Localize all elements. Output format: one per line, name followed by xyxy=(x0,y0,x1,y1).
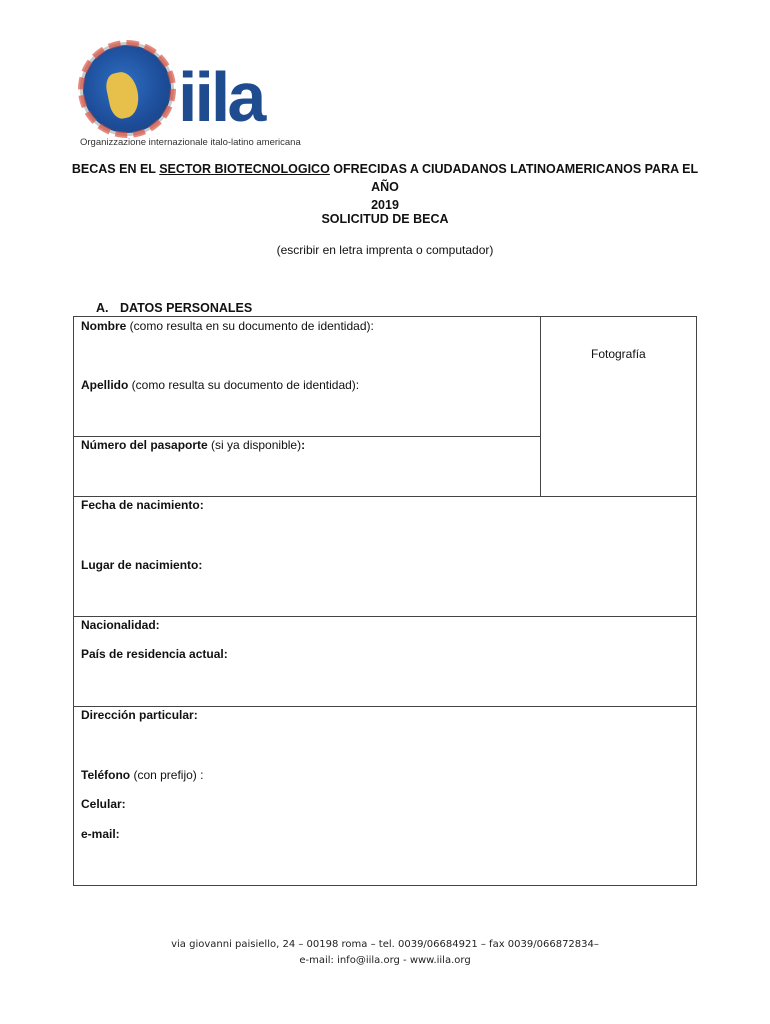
direccion-label: Dirección particular: xyxy=(81,708,198,722)
nombre-field[interactable] xyxy=(81,319,374,333)
telefono-note: (con prefijo) : xyxy=(130,768,204,782)
instructions: (escribir en letra imprenta o computador) xyxy=(276,243,494,257)
divider xyxy=(73,706,697,707)
direccion-field[interactable] xyxy=(81,708,198,722)
telefono-label: Teléfono xyxy=(81,768,131,782)
document-title xyxy=(70,160,700,214)
celular-label: Celular: xyxy=(81,797,126,811)
divider xyxy=(73,496,697,497)
apellido-note: (como resulta su documento de identidad): xyxy=(128,378,360,392)
brand-tagline: Organizzazione internazionale italo-latino americana xyxy=(80,137,301,148)
footer-contact: e-mail: info@iila.org - www.iila.org xyxy=(299,955,471,966)
fecha-nacimiento-field[interactable] xyxy=(81,498,204,512)
title-year: 2019 xyxy=(371,198,399,212)
footer xyxy=(0,937,770,969)
apellido-label: Apellido xyxy=(81,378,129,392)
section-number: A. xyxy=(96,301,109,315)
telefono-field[interactable] xyxy=(81,768,203,782)
document-subtitle: SOLICITUD DE BECA xyxy=(321,212,449,226)
divider xyxy=(73,616,697,617)
fecha-nacimiento-label: Fecha de nacimiento: xyxy=(81,498,204,512)
brand-name: iila xyxy=(178,58,264,136)
nacionalidad-label: Nacionalidad: xyxy=(81,618,160,632)
iila-logo xyxy=(80,42,310,152)
celular-field[interactable] xyxy=(81,797,126,811)
pais-residencia-field[interactable] xyxy=(81,647,228,661)
pasaporte-note: (si ya disponible) xyxy=(207,438,302,452)
photo-label: Fotografía xyxy=(591,347,646,361)
pasaporte-field[interactable] xyxy=(81,438,305,452)
lugar-nacimiento-label: Lugar de nacimiento: xyxy=(81,558,203,572)
pasaporte-label: Número del pasaporte xyxy=(81,438,208,452)
lugar-nacimiento-field[interactable] xyxy=(81,558,202,572)
email-label: e-mail: xyxy=(81,827,120,841)
footer-address: via giovanni paisiello, 24 – 00198 roma – tel. 0039/06684921 – fax 0039/066872834– xyxy=(171,939,599,950)
pais-residencia-label: País de residencia actual: xyxy=(81,647,228,661)
apellido-field[interactable] xyxy=(81,378,359,392)
title-underlined: SECTOR BIOTECNOLOGICO xyxy=(159,162,330,176)
photo-box[interactable] xyxy=(540,316,697,497)
title-part1: BECAS EN EL xyxy=(71,162,160,176)
nacionalidad-field[interactable] xyxy=(81,618,160,632)
section-heading xyxy=(96,301,252,315)
nombre-label: Nombre xyxy=(81,319,127,333)
section-title: DATOS PERSONALES xyxy=(120,301,253,315)
pasaporte-colon: : xyxy=(301,438,306,452)
divider xyxy=(73,436,541,437)
title-part2: OFRECIDAS A CIUDADANOS LATINOAMERICANOS PARA EL AÑO xyxy=(329,162,699,194)
email-field[interactable] xyxy=(81,827,120,841)
nombre-note: (como resulta en su documento de identidad): xyxy=(126,319,374,333)
